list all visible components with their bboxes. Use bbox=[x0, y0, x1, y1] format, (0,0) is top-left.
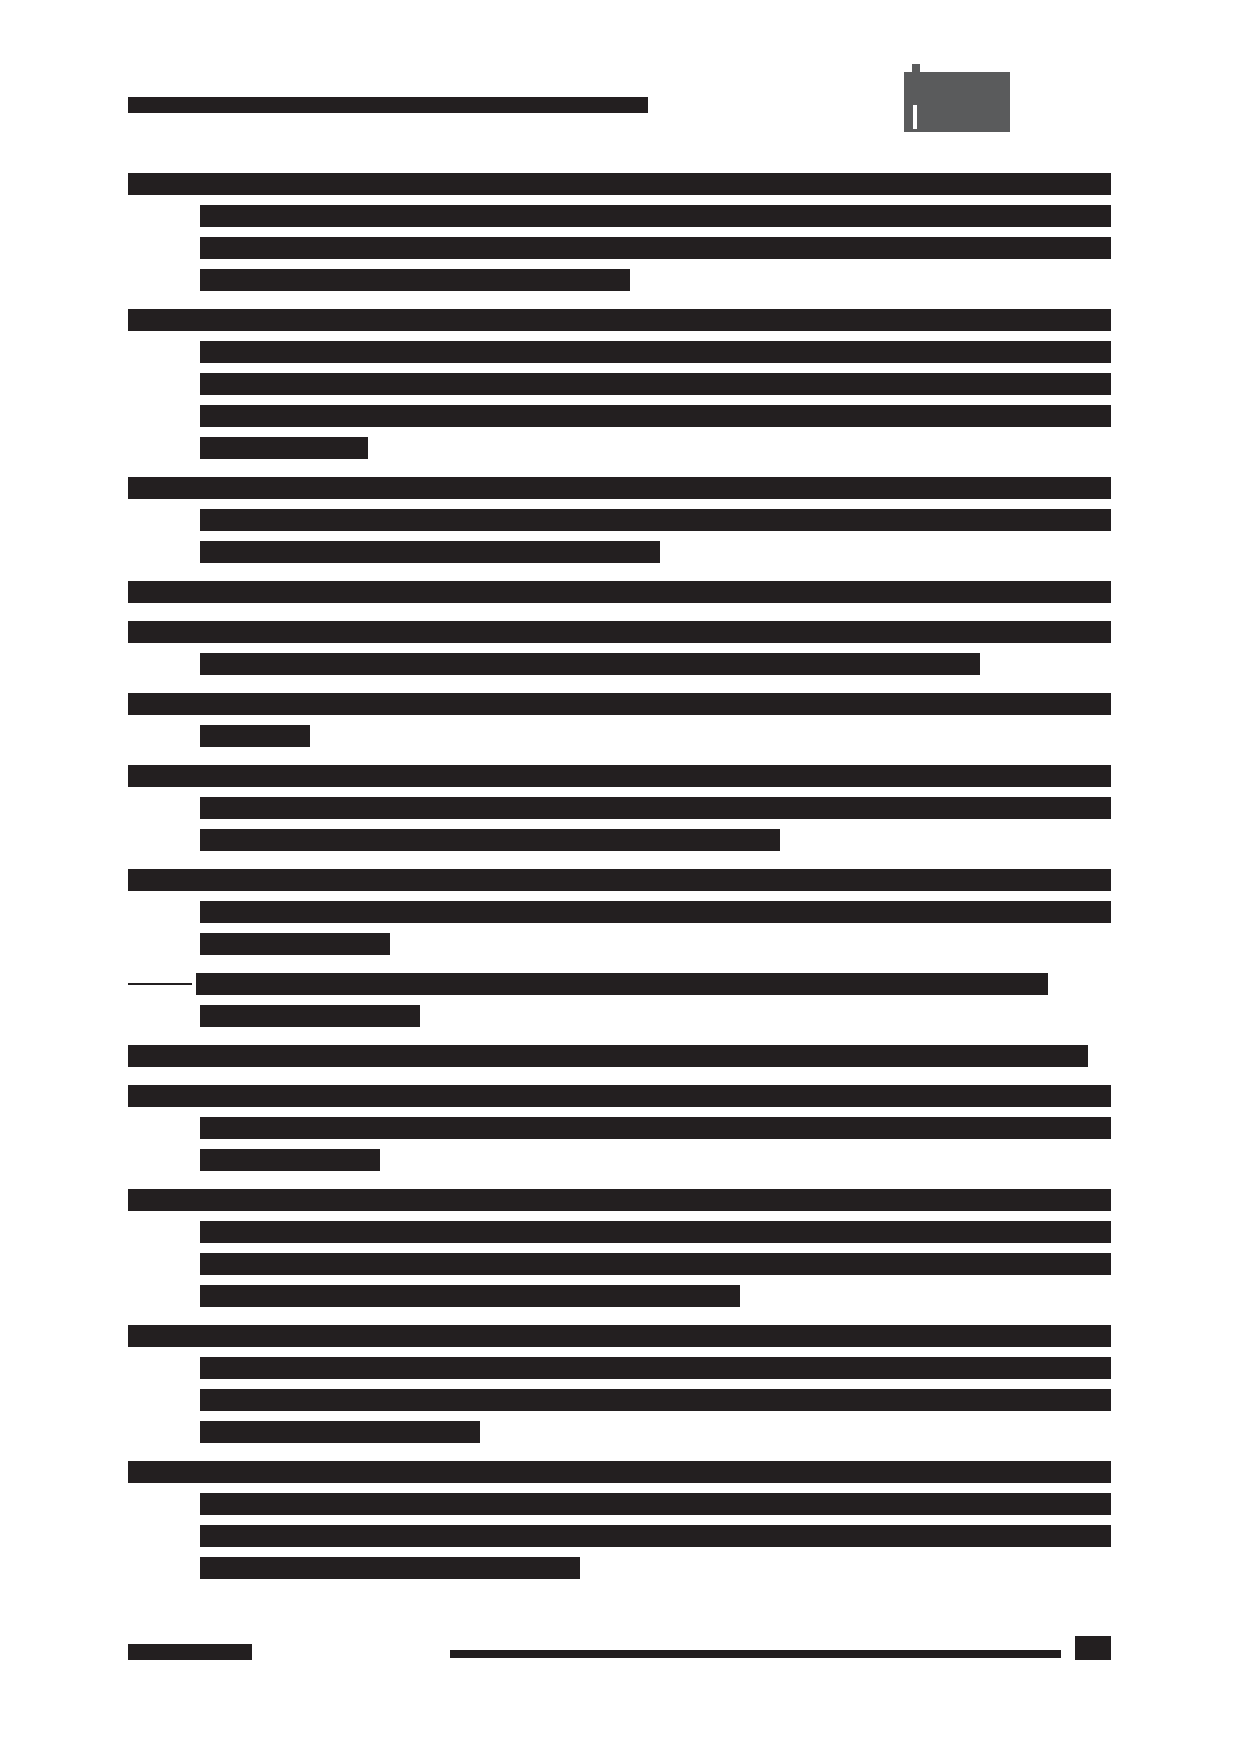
reference-entry bbox=[128, 472, 1111, 568]
reference-text-redaction bbox=[128, 1045, 1088, 1067]
reference-text-redaction bbox=[128, 693, 1111, 715]
page-footer bbox=[128, 1636, 1111, 1662]
reference-entry bbox=[128, 1080, 1111, 1176]
reference-continuation-line bbox=[128, 896, 1111, 928]
reference-continuation-line bbox=[128, 536, 1111, 568]
reference-text-redaction bbox=[200, 1421, 480, 1443]
reference-text-redaction bbox=[200, 1525, 1111, 1547]
reference-text-redaction bbox=[128, 765, 1111, 787]
reference-continuation-line bbox=[128, 1248, 1111, 1280]
reference-text-redaction bbox=[200, 797, 1111, 819]
reference-text-redaction bbox=[200, 541, 660, 563]
reference-first-line bbox=[128, 1456, 1111, 1488]
reference-first-line bbox=[128, 688, 1111, 720]
reference-text-redaction bbox=[128, 1461, 1111, 1483]
reference-entry bbox=[128, 968, 1111, 1032]
logo-tab-shape bbox=[912, 64, 920, 72]
reference-continuation-line bbox=[128, 1520, 1111, 1552]
reference-continuation-line bbox=[128, 1488, 1111, 1520]
reference-continuation-line bbox=[128, 432, 1111, 464]
reference-entry bbox=[128, 576, 1111, 608]
reference-continuation-line bbox=[128, 368, 1111, 400]
reference-first-line bbox=[128, 616, 1111, 648]
reference-entry bbox=[128, 864, 1111, 960]
reference-text-redaction bbox=[128, 477, 1111, 499]
reference-entry bbox=[128, 1040, 1111, 1072]
reference-text-redaction bbox=[128, 621, 1111, 643]
reference-first-line bbox=[128, 1320, 1111, 1352]
reference-entry bbox=[128, 1184, 1111, 1312]
footer-rule bbox=[450, 1650, 1061, 1658]
reference-first-line bbox=[128, 968, 1111, 1000]
reference-continuation-line bbox=[128, 504, 1111, 536]
reference-text-redaction bbox=[200, 1117, 1111, 1139]
reference-continuation-line bbox=[128, 1384, 1111, 1416]
reference-continuation-line bbox=[128, 1112, 1111, 1144]
page-number bbox=[1075, 1636, 1111, 1660]
reference-first-line bbox=[128, 864, 1111, 896]
reference-text-redaction bbox=[200, 373, 1111, 395]
ditto-dash bbox=[128, 983, 192, 985]
reference-text-redaction bbox=[200, 341, 1111, 363]
reference-text-redaction bbox=[200, 269, 630, 291]
reference-text-redaction bbox=[200, 437, 368, 459]
reference-entry bbox=[128, 688, 1111, 752]
reference-text-redaction bbox=[200, 205, 1111, 227]
reference-entry bbox=[128, 760, 1111, 856]
reference-continuation-line bbox=[128, 1416, 1111, 1448]
reference-text-redaction bbox=[200, 829, 780, 851]
reference-text-redaction bbox=[200, 725, 310, 747]
reference-text-redaction bbox=[128, 1325, 1111, 1347]
reference-first-line bbox=[128, 168, 1111, 200]
reference-text-redaction bbox=[196, 973, 1048, 995]
journal-logo bbox=[904, 72, 1010, 132]
reference-text-redaction bbox=[128, 173, 1111, 195]
reference-entry bbox=[128, 168, 1111, 296]
reference-text-redaction bbox=[200, 1357, 1111, 1379]
reference-text-redaction bbox=[200, 1253, 1111, 1275]
reference-continuation-line bbox=[128, 1352, 1111, 1384]
reference-entry bbox=[128, 616, 1111, 680]
reference-first-line bbox=[128, 1080, 1111, 1112]
reference-first-line bbox=[128, 472, 1111, 504]
reference-text-redaction bbox=[200, 237, 1111, 259]
reference-first-line bbox=[128, 1040, 1111, 1072]
reference-text-redaction bbox=[200, 1389, 1111, 1411]
reference-continuation-line bbox=[128, 1552, 1111, 1584]
reference-text-redaction bbox=[200, 933, 390, 955]
logo-notch-shape bbox=[913, 105, 917, 129]
reference-continuation-line bbox=[128, 720, 1111, 752]
reference-continuation-line bbox=[128, 200, 1111, 232]
reference-continuation-line bbox=[128, 336, 1111, 368]
reference-first-line bbox=[128, 1184, 1111, 1216]
footer-journal-text bbox=[128, 1644, 129, 1645]
reference-continuation-line bbox=[128, 1216, 1111, 1248]
reference-text-redaction bbox=[200, 1493, 1111, 1515]
reference-first-line bbox=[128, 304, 1111, 336]
running-header bbox=[128, 96, 648, 114]
reference-continuation-line bbox=[128, 232, 1111, 264]
reference-text-redaction bbox=[200, 1005, 420, 1027]
page-number-text bbox=[1075, 1636, 1076, 1637]
reference-entry bbox=[128, 304, 1111, 464]
reference-continuation-line bbox=[128, 264, 1111, 296]
reference-text-redaction bbox=[128, 1189, 1111, 1211]
reference-text-redaction bbox=[200, 653, 980, 675]
reference-text-redaction bbox=[200, 1221, 1111, 1243]
references-list bbox=[128, 168, 1111, 1592]
reference-text-redaction bbox=[128, 581, 1111, 603]
reference-continuation-line bbox=[128, 1144, 1111, 1176]
reference-continuation-line bbox=[128, 648, 1111, 680]
footer-journal-label bbox=[128, 1644, 252, 1660]
reference-continuation-line bbox=[128, 1000, 1111, 1032]
reference-text-redaction bbox=[200, 405, 1111, 427]
reference-continuation-line bbox=[128, 824, 1111, 856]
reference-text-redaction bbox=[200, 1557, 580, 1579]
logo-text bbox=[904, 72, 905, 73]
reference-text-redaction bbox=[128, 1085, 1111, 1107]
running-header-redaction bbox=[128, 97, 648, 113]
reference-continuation-line bbox=[128, 792, 1111, 824]
reference-text-redaction bbox=[128, 309, 1111, 331]
reference-first-line bbox=[128, 760, 1111, 792]
reference-text-redaction bbox=[200, 1149, 380, 1171]
reference-continuation-line bbox=[128, 928, 1111, 960]
reference-entry bbox=[128, 1320, 1111, 1448]
reference-continuation-line bbox=[128, 400, 1111, 432]
reference-text-redaction bbox=[200, 901, 1111, 923]
reference-continuation-line bbox=[128, 1280, 1111, 1312]
reference-text-redaction bbox=[200, 1285, 740, 1307]
reference-text-redaction bbox=[128, 869, 1111, 891]
reference-entry bbox=[128, 1456, 1111, 1584]
reference-text-redaction bbox=[200, 509, 1111, 531]
reference-first-line bbox=[128, 576, 1111, 608]
